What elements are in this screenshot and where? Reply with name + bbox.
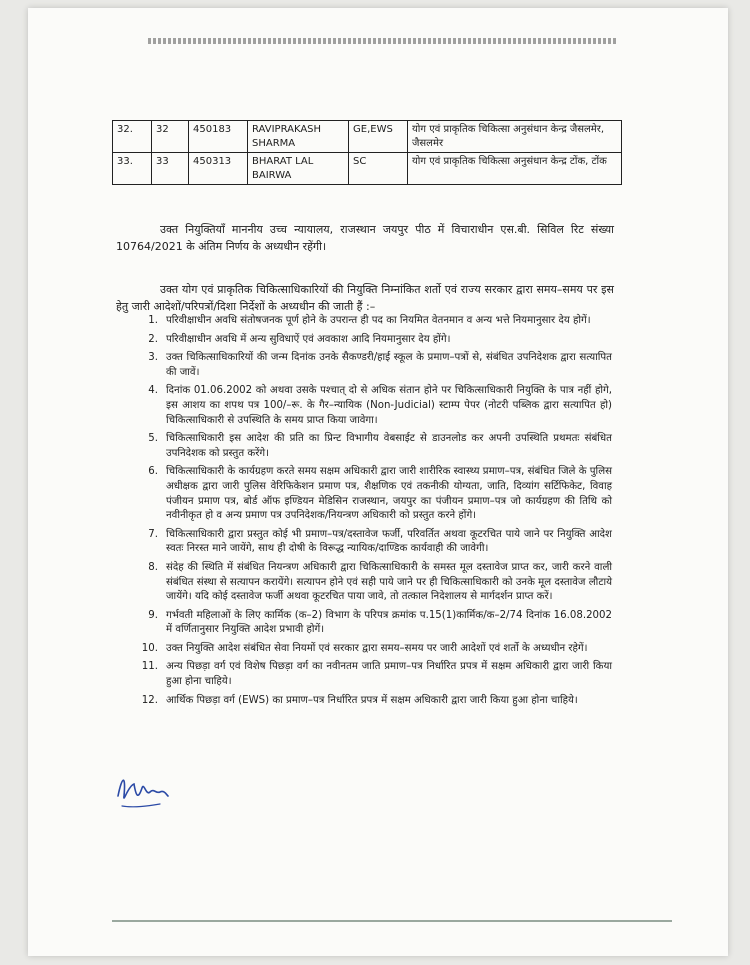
cell-serial: 33.	[113, 153, 152, 185]
item-number: 9.	[148, 609, 158, 621]
table-row	[113, 153, 622, 185]
list-item	[132, 609, 612, 638]
list-item	[132, 351, 612, 380]
list-item	[132, 465, 612, 523]
list-item	[132, 660, 612, 689]
item-text: अन्य पिछड़ा वर्ग एवं विशेष पिछड़ा वर्ग का नवीनतम जाति प्रमाण–पत्र निर्धारित प्रपत्र में सक्षम अधिकारी द्वारा जारी किया हुआ होना चाहिये।	[166, 661, 612, 688]
item-text: चिकित्साधिकारी के कार्यग्रहण करते समय सक्षम अधिकारी द्वारा जारी शारीरिक स्वास्थ्य प्रमाण–पत्र, संबंधित जिले के पुलिस अधीक्षक द्वारा जारी पुलिस वेरिफिकेशन प्रमाण पत्र, शैक्षणिक एवं तकनीकी योग्यता, जाति, दिव्यांग सर्टिफिकेट, विवाह पंजीयन प्रमाण पत्र, बोर्ड ऑफ इण्डियन मेडिसिन राजस्थान, जयपुर का पंजीयन प्रमाण–पत्र जो कार्यग्रहण की तिथि को नवीनीकृत हो व अन्य प्रमाण पत्र उपनिदेशक/नियन्त्रण अधिकारी को प्रस्तुत करने होंगे।	[166, 466, 612, 522]
item-number: 8.	[148, 561, 158, 573]
item-number: 3.	[148, 352, 158, 364]
conditions-list	[132, 314, 612, 712]
item-text: आर्थिक पिछड़ा वर्ग (EWS) का प्रमाण–पत्र निर्धारित प्रपत्र में सक्षम अधिकारी द्वारा जारी किया हुआ होना चाहिये।	[166, 694, 578, 706]
list-item	[132, 694, 612, 709]
item-text: चिकित्साधिकारी द्वारा प्रस्तुत कोई भी प्रमाण–पत्र/दस्तावेज फर्जी, परिवर्तित अथवा कूटरचित पाये जाने पर नियुक्ति आदेश स्वतः निरस्त माने जायेंगे, साथ ही दोषी के विरूद्ध न्यायिक/दाण्डिक कार्यवाही की जावेगी।	[166, 528, 612, 555]
document-page	[28, 8, 728, 956]
table-row	[113, 121, 622, 153]
paragraph-court-case: उक्त नियुक्तियाँ माननीय उच्च न्यायालय, राजस्थान जयपुर पीठ में विचाराधीन एस.बी. सिविल रिट संख्या 10764/2021 के अंतिम निर्णय के अध्यधीन रहेंगी।	[116, 223, 614, 253]
item-text: उक्त चिकित्साधिकारियों की जन्म दिनांक उनके सैकण्डरी/हाई स्कूल के प्रमाण–पत्रों से, संबंधित उपनिदेशक द्वारा सत्यापित की जावें।	[166, 352, 612, 378]
item-number: 6.	[148, 466, 158, 478]
item-text: संदेह की स्थिति में संबंधित नियन्त्रण अधिकारी द्वारा चिकित्साधिकारी के समस्त मूल दस्तावेज प्राप्त कर, जारी करने वाली संबंधित संस्था से सत्यापन करायेंगे। सत्यापन होने एवं सही पाये जाने पर ही चिकित्साधिकारी को उनके मूल दस्तावेज लौटाये जायेंगे। यदि कोई दस्तावेज फर्जी अथवा कूटरचित पाया जावे, तो तत्काल निदेशालय से मार्गदर्शन प्राप्त करें।	[166, 561, 612, 603]
list-item	[132, 333, 612, 348]
item-number: 12.	[141, 694, 158, 706]
signature	[114, 766, 172, 812]
item-text: परिवीक्षाधीन अवधि में अन्य सुविधाऐं एवं अवकाश आदि नियमानुसार देय होंगे।	[166, 333, 451, 345]
item-text: परिवीक्षाधीन अवधि संतोषजनक पूर्ण होने के उपरान्त ही पद का नियमित वेतनमान व अन्य भत्ते नियमानुसार देय होगें।	[166, 315, 591, 326]
bottom-border-line	[112, 920, 672, 922]
item-text: उक्त नियुक्ति आदेश संबंधित सेवा नियमों एवं सरकार द्वारा समय–समय पर जारी आदेशों एवं शर्तो के अध्यधीन रहेगें।	[166, 642, 588, 654]
list-item	[132, 384, 612, 428]
item-number: 1.	[148, 315, 158, 326]
item-number: 4.	[148, 385, 158, 397]
list-item	[132, 314, 612, 329]
list-item	[132, 561, 612, 605]
cell-roll-number: 450183	[189, 121, 248, 153]
item-text: चिकित्साधिकारी इस आदेश की प्रति का प्रिन्ट विभागीय वेबसाईट से डाउनलोड कर अपनी उपस्थिति प्रथमतः संबंधित उपनिदेशक को प्रस्तुत करेंगे।	[166, 433, 612, 459]
list-item	[132, 528, 612, 557]
item-text: दिनांक 01.06.2002 को अथवा उसके पश्चात् दो से अधिक संतान होने पर चिकित्साधिकारी नियुक्ति के पात्र नहीं होगे, इस आशय का शपथ पत्र 100/–रू. के गैर–न्यायिक (Non-Judicial) स्टाम्प पेपर (नोटरी पब्लिक द्वारा सत्यापित हो) चिकित्साधिकारी से उपस्थिति के समय प्राप्त किया जावेगा।	[166, 385, 612, 426]
cell-name: BHARAT LAL BAIRWA	[248, 153, 349, 185]
item-text: गर्भवती महिलाओं के लिए कार्मिक (क–2) विभाग के परिपत्र क्रमांक प.15(1)कार्मिक/क–2/74 दिनांक 16.08.2002 में वर्णितानुसार नियुक्ति आदेश प्रभावी होगें।	[166, 609, 612, 636]
item-number: 2.	[148, 333, 158, 345]
paragraph-conditions-intro: उक्त योग एवं प्राकृतिक चिकित्साधिकारियों की नियुक्ति निम्नांकित शर्तो एवं राज्य सरकार द्वारा समय–समय पर इस हेतु जारी आदेशों/परिपत्रों/दिशा निर्देशों के अध्यधीन की जाती हैं :–	[116, 283, 614, 313]
cropped-text-strip	[148, 38, 618, 44]
cell-name: RAVIPRAKASH SHARMA	[248, 121, 349, 153]
cell-posting-center: योग एवं प्राकृतिक चिकित्सा अनुसंधान केन्द्र टोंक, टोंक	[408, 153, 622, 185]
item-number: 7.	[148, 528, 158, 540]
cell-number: 33	[152, 153, 189, 185]
cell-posting-center: योग एवं प्राकृतिक चिकित्सा अनुसंधान केन्द्र जैसलमेर, जैसलमेर	[408, 121, 622, 153]
cell-serial: 32.	[113, 121, 152, 153]
item-number: 11.	[141, 661, 158, 673]
cell-number: 32	[152, 121, 189, 153]
cell-roll-number: 450313	[189, 153, 248, 185]
appointment-table	[112, 120, 622, 185]
item-number: 5.	[148, 433, 158, 445]
cell-category: SC	[349, 153, 408, 185]
list-item	[132, 642, 612, 657]
cell-category: GE,EWS	[349, 121, 408, 153]
item-number: 10.	[141, 642, 158, 654]
list-item	[132, 432, 612, 461]
